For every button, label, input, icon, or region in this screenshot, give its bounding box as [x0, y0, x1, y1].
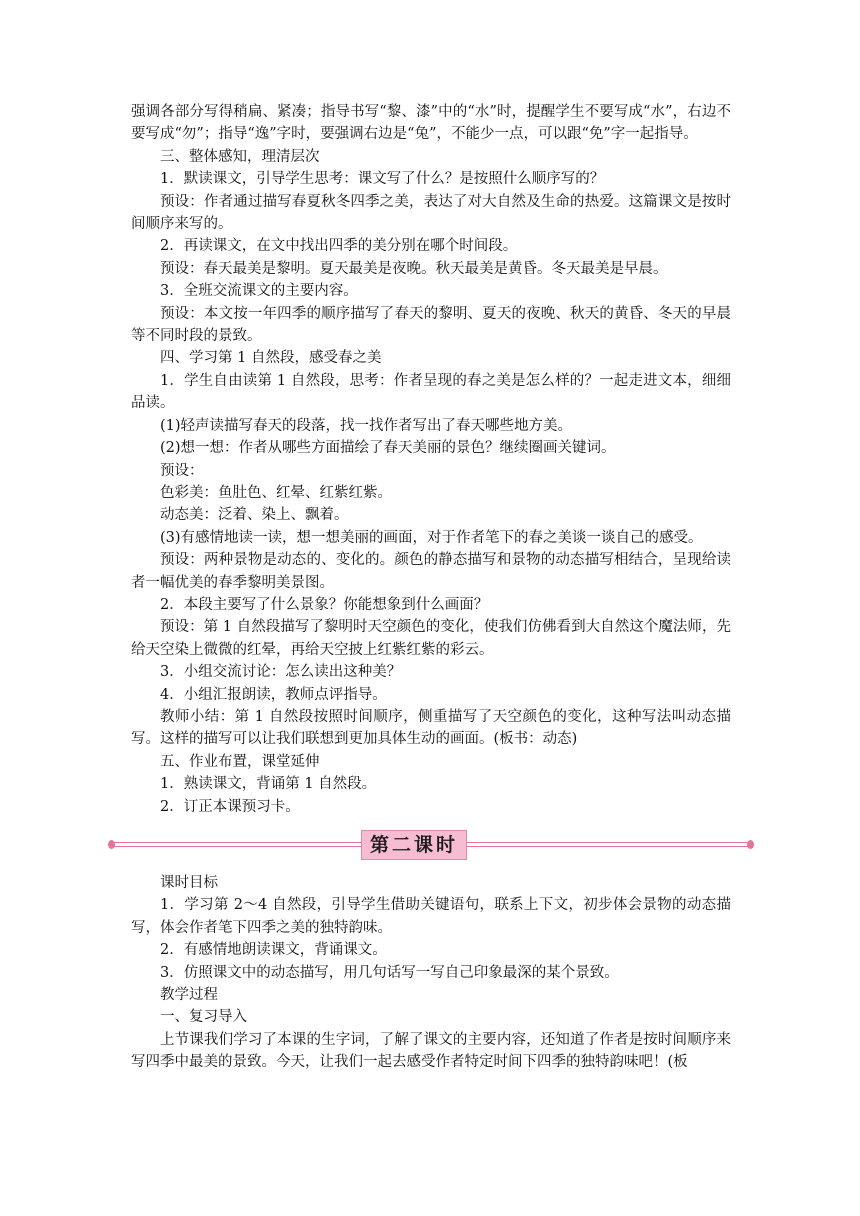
- paragraph: 一、复习导入: [160, 1009, 247, 1026]
- paragraph: 三、整体感知，理清层次: [160, 148, 320, 165]
- paragraph: 四、学习第 1 自然段，感受春之美: [160, 350, 382, 367]
- paragraph: 预设：两种景物是动态的、变化的。颜色的静态描写和景物的动态描写相结合，呈现给读者一幅优美的春季黎明美景图。: [131, 552, 731, 591]
- paragraph: 3．小组交流讨论：怎么读出这种美？: [160, 664, 402, 681]
- paragraph: (2)想一想：作者从哪些方面描绘了春天美丽的景色？继续圈画关键词。: [160, 440, 616, 457]
- paragraph: 预设：作者通过描写春夏秋冬四季之美，表达了对大自然及生命的热爱。这篇课文是按时间顺序来写的。: [131, 193, 731, 233]
- section-banner: [111, 830, 751, 862]
- paragraph: 3．全班交流课文的主要内容。: [160, 283, 358, 300]
- lesson-two-section: [131, 872, 731, 1074]
- banner-dot-right: [747, 840, 754, 849]
- paragraph: 课时目标: [160, 875, 218, 891]
- paragraph: (1)轻声读描写春天的段落，找一找作者写出了春天哪些地方美。: [160, 417, 573, 434]
- paragraph: 4．小组汇报朗读，教师点评指导。: [160, 686, 387, 703]
- document-body: [131, 101, 731, 1074]
- paragraph: (3)有感情地读一读，想一想美丽的画面，对于作者笔下的春之美谈一谈自己的感受。: [160, 529, 703, 546]
- paragraph: 教师小结：第 1 自然段按照时间顺序，侧重描写了天空颜色的变化，这种写法叫动态描写。这样的描写可以让我们联想到更加具体生动的画面。(板书：动态): [131, 708, 731, 748]
- paragraph: 2．有感情地朗读课文，背诵课文。: [160, 942, 387, 959]
- paragraph: 3．仿照课文中的动态描写，用几句话写一写自己印象最深的某个景致。: [160, 964, 619, 981]
- paragraph: 2．再读课文，在文中找出四季的美分别在哪个时间段。: [160, 238, 518, 255]
- paragraph: 1．熟读课文，背诵第 1 自然段。: [160, 776, 377, 793]
- paragraph: 1．学习第 2～4 自然段，引导学生借助关键语句，联系上下文，初步体会景物的动态描写，体会作者笔下四季之美的独特韵味。: [131, 897, 731, 936]
- paragraph: 色彩美：鱼肚色、红晕、红紫红紫。: [160, 484, 392, 501]
- paragraph: 预设：本文按一年四季的顺序描写了春天的黎明、夏天的夜晚、秋天的黄昏、冬天的早晨等不同时段的景致。: [131, 305, 731, 345]
- paragraph: 1．默读课文，引导学生思考：课文写了什么？是按照什么顺序写的？: [160, 171, 605, 188]
- paragraph: 教学过程: [160, 987, 218, 1004]
- paragraph: 预设：春天最美是黎明。夏天最美是夜晚。秋天最美是黄昏。冬天最美是早晨。: [160, 260, 668, 277]
- paragraph: 预设：: [160, 462, 204, 479]
- paragraph: 强调各部分写得稍扁、紧凑；指导书写“黎、漆”中的“水”时，提醒学生不要写成“水”，右边不要写成“勿”；指导“逸”字时，要强调右边是“兔”，不能少一点，可以跟“免”字一起指导。: [131, 104, 731, 143]
- paragraph: 上节课我们学习了本课的生字词，了解了课文的主要内容，还知道了作者是按时间顺序来写四季中最美的景致。今天，让我们一起去感受作者特定时间下四季的独特韵味吧！(板: [131, 1031, 731, 1071]
- paragraph: 动态美：泛着、染上、飘着。: [160, 507, 349, 524]
- paragraph: 2．订正本课预习卡。: [160, 798, 300, 815]
- section-banner-label: 第二课时: [361, 830, 467, 860]
- lesson-one-section: [131, 101, 731, 818]
- paragraph: 1．学生自由读第 1 自然段，思考：作者呈现的春之美是怎么样的？一起走进文本，细细品读。: [131, 372, 731, 412]
- banner-dot-left: [108, 840, 115, 849]
- paragraph: 五、作业布置，课堂延伸: [160, 753, 320, 770]
- paragraph: 预设：第 1 自然段描写了黎明时天空颜色的变化，使我们仿佛看到大自然这个魔法师，先给天空染上微微的红晕，再给天空披上红紫红紫的彩云。: [131, 619, 731, 658]
- paragraph: 2．本段主要写了什么景象？你能想象到什么画面？: [160, 596, 489, 613]
